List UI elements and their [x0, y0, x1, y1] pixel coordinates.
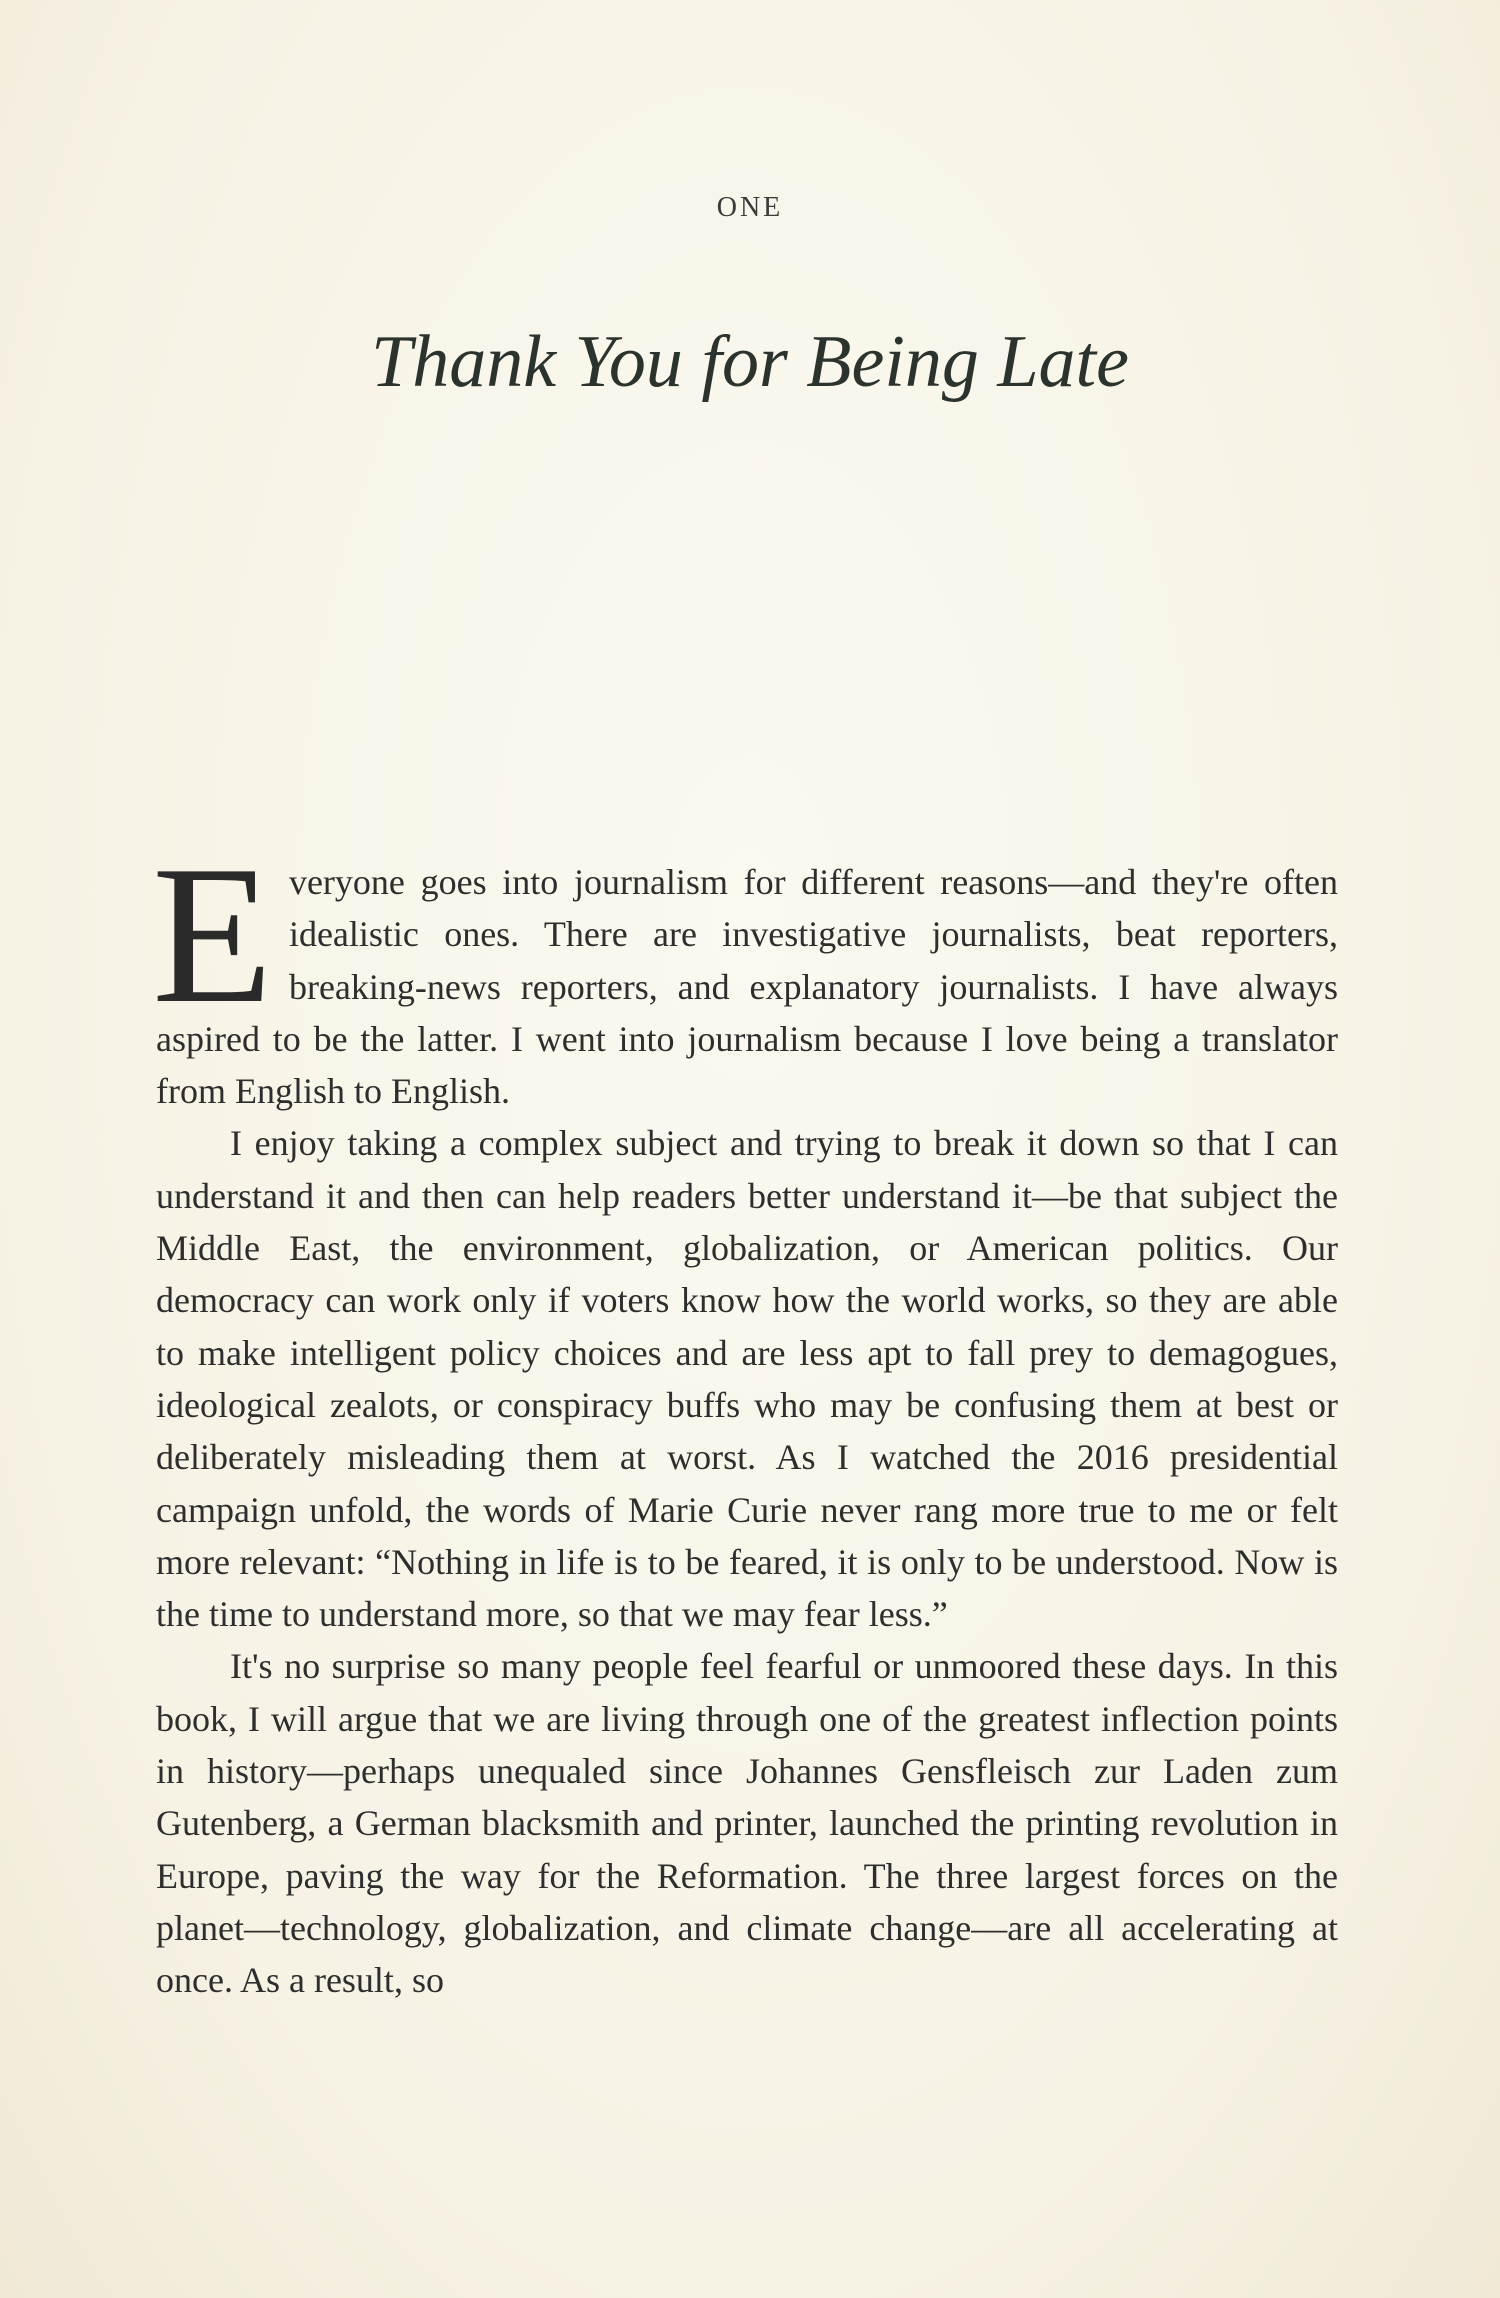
paragraph-2: I enjoy taking a complex subject and trying to break it down so that I can understand it and then can help readers better understand it—be that subject the Middle East, the environment, globalization, or American politics. Our democracy can work only if voters know how the world works, so they are able to make intelligent policy choices and are less apt to fall prey to demagogues, ideological zealots, or conspiracy buffs who may be confusing them at best or deliberately misleading them at worst. As I watched the 2016 presidential campaign unfold, the words of Marie Curie never rang more true to me or felt more relevant: “Nothing in life is to be feared, it is only to be understood. Now is the time to understand more, so that we may fear less.”: [156, 1123, 1338, 1635]
chapter-body: [152, 825, 1338, 2007]
chapter-title: Thank You for Being Late: [371, 321, 1129, 403]
paragraph-1-text: veryone goes into journalism for different reasons—and they're often idealistic ones. There are investigative journalists, beat reporters, breaking-news reporters, and explanatory journalists. I have always aspired to be the latter. I went into journalism because I love being a translator from English to English.: [156, 862, 1338, 1112]
chapter-number: ONE: [716, 192, 784, 223]
paragraph-1: [152, 825, 1338, 1117]
drop-cap-letter: E: [152, 825, 273, 1044]
paragraph-3: It's no surprise so many people feel fearful or unmoored these days. In this book, I will argue that we are living through one of the greatest inflection points in history—perhaps unequaled since Johannes Gensfleisch zur Laden zum Gutenberg, a German blacksmith and printer, launched the printing revolution in Europe, paving the way for the Reformation. The three largest forces on the planet—technology, globalization, and climate change—are all accelerating at once. As a result, so: [156, 1646, 1338, 2001]
